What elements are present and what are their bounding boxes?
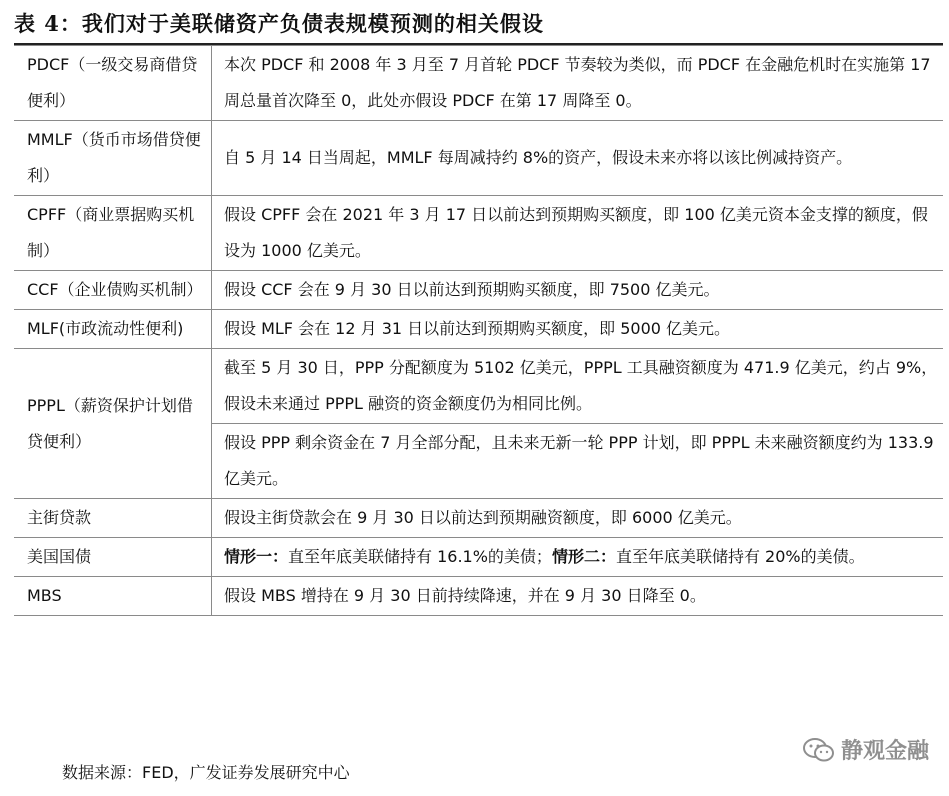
table-row-mbs	[14, 577, 943, 616]
row-label: CCF（企业债购买机制）	[14, 271, 212, 310]
row-label: MMLF（货币市场借贷便利）	[14, 121, 212, 196]
row-description: 假设 CCF 会在 9 月 30 日以前达到预期购买额度，即 7500 亿美元。	[212, 271, 944, 310]
source-note: 数据来源：FED，广发证券发展研究中心	[62, 763, 350, 782]
table-row-ccf	[14, 271, 943, 310]
scenario-two-label: 情形二：	[551, 547, 616, 566]
scenario-one-text: 直至年底美联储持有 16.1%的美债；	[288, 547, 552, 566]
scenario-two-text: 直至年底美联储持有 20%的美债。	[615, 547, 865, 566]
row-label: PDCF（一级交易商借贷便利）	[14, 46, 212, 121]
table-row-mmlf	[14, 121, 943, 196]
row-description: 假设主街贷款会在 9 月 30 日以前达到预期融资额度，即 6000 亿美元。	[212, 499, 944, 538]
scenario-one-label: 情形一：	[224, 547, 289, 566]
row-description: 假设 CPFF 会在 2021 年 3 月 17 日以前达到预期购买额度，即 100 亿美元资本金支撑的额度，假设为 1000 亿美元。	[212, 196, 944, 271]
table-row-mlf	[14, 310, 943, 349]
wechat-icon	[803, 737, 835, 763]
row-description: 截至 5 月 30 日，PPP 分配额度为 5102 亿美元，PPPL 工具融资额度为 471.9 亿美元，约占 9%，假设未来通过 PPPL 融资的资金额度仍为相同比例。	[212, 349, 944, 424]
row-label: PPPL（薪资保护计划借贷便利）	[14, 349, 212, 499]
row-description: 自 5 月 14 日当周起，MMLF 每周减持约 8%的资产，假设未来亦将以该比例减持资产。	[212, 121, 944, 196]
row-label: CPFF（商业票据购买机制）	[14, 196, 212, 271]
row-description	[212, 538, 944, 577]
row-description: 假设 MLF 会在 12 月 31 日以前达到预期购买额度，即 5000 亿美元。	[212, 310, 944, 349]
row-label: MBS	[14, 577, 212, 616]
watermark-text: 静观金融	[840, 739, 929, 764]
row-description: 假设 MBS 增持在 9 月 30 日前持续降速，并在 9 月 30 日降至 0。	[212, 577, 944, 616]
row-label: MLF(市政流动性便利)	[14, 310, 212, 349]
table-row-cpff	[14, 196, 943, 271]
row-label: 主街贷款	[14, 499, 212, 538]
table-row-pppl	[14, 349, 943, 424]
page-title: 表 4：我们对于美联储资产负债表规模预测的相关假设	[14, 11, 544, 36]
table-row-treasury	[14, 538, 943, 577]
row-description: 本次 PDCF 和 2008 年 3 月至 7 月首轮 PDCF 节奏较为类似，而 PDCF 在金融危机时在实施第 17 周总量首次降至 0，此处亦假设 PDCF 在第 17 周降至 0。	[212, 46, 944, 121]
row-label: 美国国债	[14, 538, 212, 577]
assumptions-table	[14, 45, 943, 616]
watermark	[803, 734, 929, 765]
row-description: 假设 PPP 剩余资金在 7 月全部分配，且未来无新一轮 PPP 计划，即 PPPL 未来融资额度约为 133.9 亿美元。	[212, 424, 944, 499]
table-row-pdcf	[14, 46, 943, 121]
table-row-main-street	[14, 499, 943, 538]
